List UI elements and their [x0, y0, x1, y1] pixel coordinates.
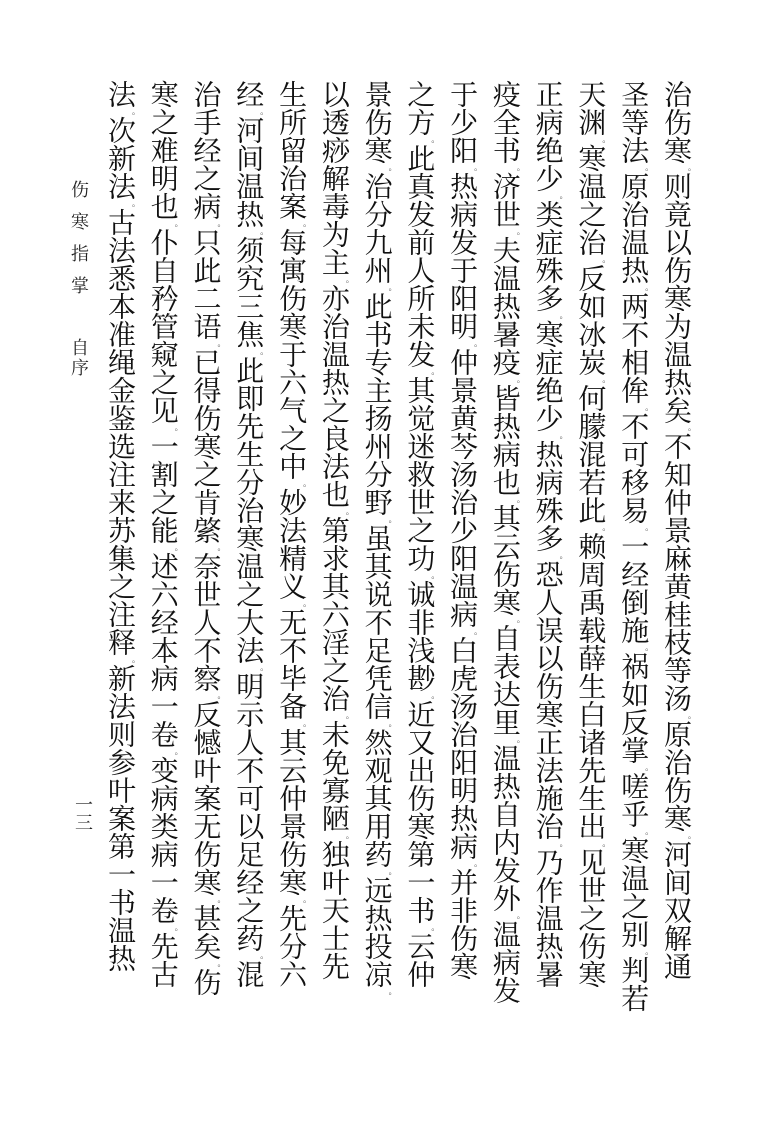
- text-column: 寒之难明也。仆自矜管窥之见。一割之能。述六经本病一卷。变病类病一卷。先古: [143, 80, 183, 1040]
- text-column: 疫全书。济世。夫温热暑疫。皆热病也。其云伤寒。自表达里。温热自内发外。温病发: [485, 80, 525, 1040]
- punctuation-mark: 。: [645, 524, 654, 532]
- punctuation-mark: 。: [303, 220, 312, 228]
- punctuation-mark: 。: [645, 644, 654, 652]
- text-column: 经。河间温热。须究三焦。此即先生分治寒温之大法。明示人不可以足经之药。混: [228, 80, 268, 1040]
- text-column: 生所留治案。每寓伤寒于六气之中。妙法精义。无不毕备。其云仲景伤寒。先分六: [271, 80, 311, 1040]
- punctuation-mark: 。: [687, 832, 696, 840]
- punctuation-mark: 。: [388, 988, 397, 996]
- punctuation-mark: 。: [431, 136, 440, 144]
- punctuation-mark: 。: [217, 544, 226, 552]
- punctuation-mark: 。: [431, 368, 440, 376]
- punctuation-mark: 。: [516, 912, 525, 920]
- punctuation-mark: 。: [217, 220, 226, 228]
- punctuation-mark: 。: [345, 712, 354, 720]
- punctuation-mark: 。: [217, 960, 226, 968]
- punctuation-mark: 。: [645, 948, 654, 956]
- punctuation-mark: 。: [687, 712, 696, 720]
- punctuation-mark: 。: [602, 524, 611, 532]
- punctuation-mark: 。: [303, 896, 312, 904]
- punctuation-mark: 。: [559, 312, 568, 320]
- text-column: 天渊。寒温之治。反如冰炭。何朦混若此。赖周禹载薛生白诸先生出。见世之伤寒: [570, 80, 610, 1040]
- punctuation-mark: 。: [687, 424, 696, 432]
- punctuation-mark: 。: [474, 340, 483, 348]
- punctuation-mark: 。: [388, 868, 397, 876]
- book-title: 伤寒指掌: [68, 180, 89, 308]
- text-column: 正病绝少。类症殊多。寒症绝少。热病殊多。恐人误以伤寒正法施治。乃作温热暑: [528, 80, 568, 1040]
- punctuation-mark: 。: [132, 200, 140, 208]
- punctuation-mark: 。: [559, 432, 568, 440]
- punctuation-mark: 。: [516, 496, 525, 504]
- punctuation-mark: 。: [217, 896, 226, 904]
- page-number: 一三: [72, 795, 93, 831]
- punctuation-mark: 。: [516, 616, 525, 624]
- punctuation-mark: 。: [388, 284, 397, 292]
- punctuation-mark: 。: [559, 552, 568, 560]
- punctuation-mark: 。: [645, 284, 654, 292]
- punctuation-mark: 。: [260, 664, 269, 672]
- punctuation-mark: 。: [174, 220, 183, 228]
- text-column: 圣等法。原治温热。两不相侔。不可移易。一经倒施。祸如反掌。嗟乎。寒温之别。判若: [613, 80, 653, 1040]
- punctuation-mark: 。: [174, 544, 183, 552]
- section-title: 自序: [68, 337, 89, 378]
- punctuation-mark: 。: [474, 628, 483, 636]
- text-column: 之方。此真发前人所未发。其觉迷救世之功。诚非浅尠。近又出伤寒第一书。云仲: [399, 80, 439, 1040]
- punctuation-mark: 。: [645, 404, 654, 412]
- punctuation-mark: 。: [516, 736, 525, 744]
- punctuation-mark: 。: [260, 952, 269, 960]
- punctuation-mark: 。: [132, 656, 140, 664]
- punctuation-mark: 。: [174, 424, 183, 432]
- punctuation-mark: 。: [260, 348, 269, 356]
- punctuation-mark: 。: [559, 192, 568, 200]
- punctuation-mark: 。: [388, 164, 397, 172]
- punctuation-mark: 。: [645, 164, 654, 172]
- punctuation-mark: 。: [431, 692, 440, 700]
- text-column: 于少阳。热病发于阳明。仲景黄芩汤治少阳温病。白虎汤治阳明热病。并非伤寒: [442, 80, 482, 1040]
- text-column: 治手经之病。只此二语。已得伤寒之肯綮。奈世人不察。反憾叶案无伤寒。甚矣。伤: [186, 80, 226, 1040]
- punctuation-mark: 。: [559, 840, 568, 848]
- punctuation-mark: 。: [474, 164, 483, 172]
- punctuation-mark: 。: [217, 340, 226, 348]
- punctuation-mark: 。: [174, 924, 183, 932]
- punctuation-mark: 。: [345, 276, 354, 284]
- punctuation-mark: 。: [217, 692, 226, 700]
- punctuation-mark: 。: [602, 840, 611, 848]
- body-text: [100, 80, 696, 1040]
- punctuation-mark: 。: [516, 376, 525, 384]
- punctuation-mark: 。: [132, 108, 140, 116]
- margin-title: [66, 180, 90, 378]
- punctuation-mark: 。: [174, 748, 183, 756]
- punctuation-mark: 。: [345, 832, 354, 840]
- punctuation-mark: 。: [516, 228, 525, 236]
- punctuation-mark: 。: [345, 508, 354, 516]
- punctuation-mark: 。: [474, 860, 483, 868]
- text-column: 以透痧解毒为主。亦治温热之良法也。第求其六淫之治。未免寡陋。独叶天士先: [314, 80, 354, 1040]
- punctuation-mark: 。: [388, 720, 397, 728]
- text-column: 景伤寒。治分九州。此书专主扬州分野。虽其说不足凭信。然观其用药。远热投凉。: [357, 80, 397, 1040]
- punctuation-mark: 。: [260, 228, 269, 236]
- punctuation-mark: 。: [602, 256, 611, 264]
- punctuation-mark: 。: [602, 376, 611, 384]
- punctuation-mark: 。: [303, 720, 312, 728]
- punctuation-mark: 。: [645, 764, 654, 772]
- punctuation-mark: 。: [431, 572, 440, 580]
- punctuation-mark: 。: [516, 164, 525, 172]
- punctuation-mark: 。: [303, 600, 312, 608]
- punctuation-mark: 。: [602, 136, 611, 144]
- punctuation-mark: 。: [645, 828, 654, 836]
- text-column: 治伤寒。则竟以伤寒为温热矣。不知仲景麻黄桂枝等汤。原治伤寒。河间双解通: [656, 80, 696, 1040]
- punctuation-mark: 。: [687, 164, 696, 172]
- punctuation-mark: 。: [388, 516, 397, 524]
- punctuation-mark: 。: [303, 480, 312, 488]
- text-column: 法。次新法。古法悉本准绳金鉴选注来苏集之注释。新法则参叶案第一书温热: [100, 80, 140, 1040]
- punctuation-mark: 。: [431, 924, 440, 932]
- punctuation-mark: 。: [260, 108, 269, 116]
